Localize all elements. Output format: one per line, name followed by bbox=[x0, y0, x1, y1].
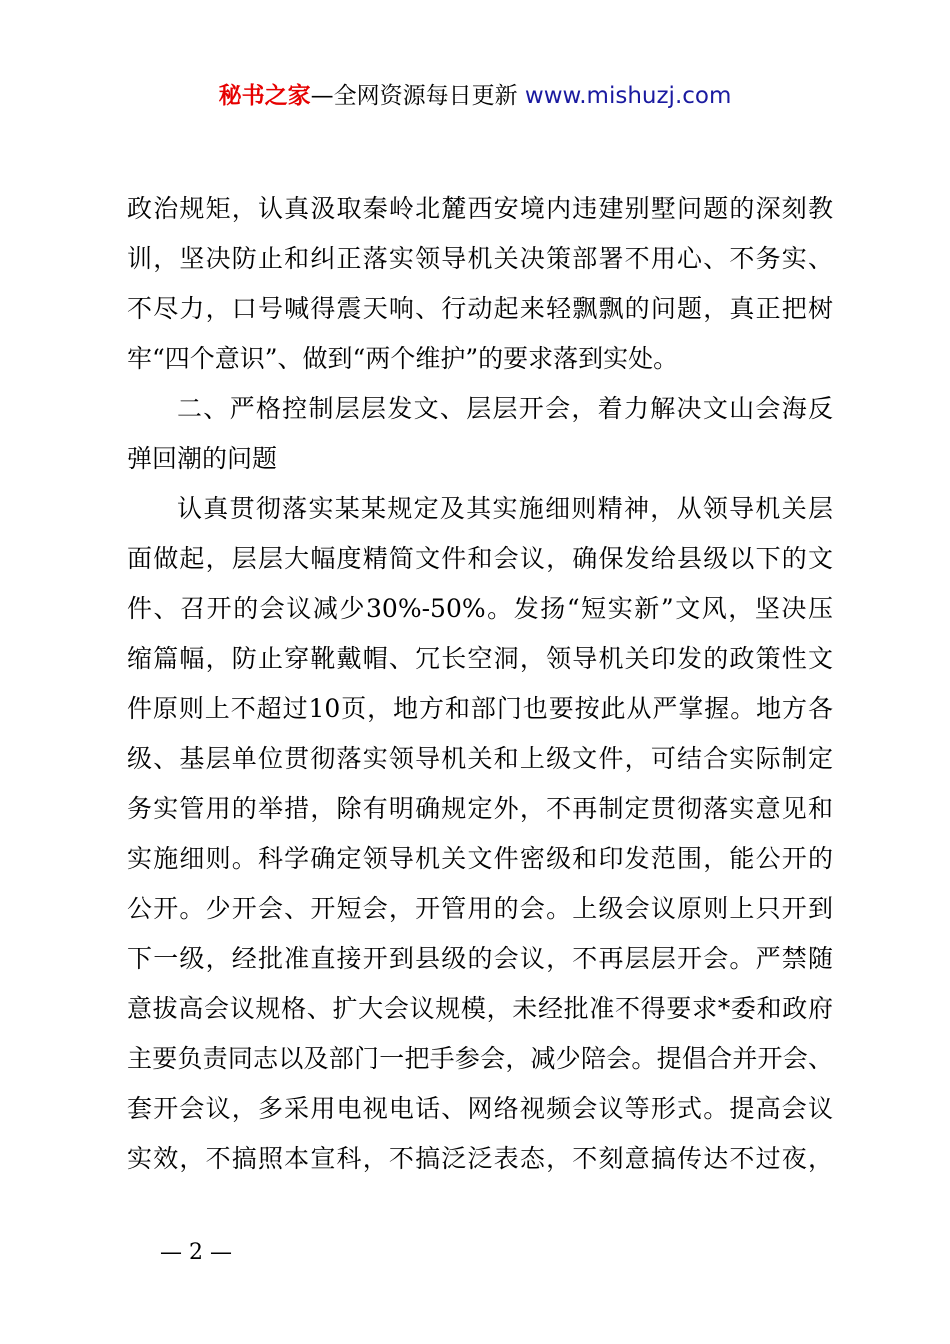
text-line: 务实管用的举措，除有明确规定外，不再制定贯彻落实意见和 bbox=[127, 794, 833, 823]
section-heading-line: 二、严格控制层层发文、层层开会，着力解决文山会海反 bbox=[177, 394, 833, 423]
text-line: 缩篇幅，防止穿靴戴帽、冗长空洞，领导机关印发的政策性文 bbox=[127, 644, 833, 673]
text-line: 主要负责同志以及部门一把手参会，减少陪会。提倡合并开会、 bbox=[127, 1044, 833, 1073]
text-line: 件原则上不超过10页，地方和部门也要按此从严掌握。地方各 bbox=[127, 694, 833, 723]
text-line: 下一级，经批准直接开到县级的会议，不再层层开会。严禁随 bbox=[127, 944, 833, 973]
header-site-link[interactable]: www.mishuzj.com bbox=[524, 83, 732, 109]
section-heading-line: 弹回潮的问题 bbox=[127, 444, 278, 473]
text-line: 件、召开的会议减少30%-50%。发扬“短实新”文风，坚决压 bbox=[127, 594, 833, 623]
text-line: 实效，不搞照本宣科，不搞泛泛表态，不刻意搞传达不过夜， bbox=[127, 1144, 833, 1173]
text-line: 不尽力，口号喊得震天响、行动起来轻飘飘的问题，真正把树 bbox=[127, 294, 833, 323]
header-brand: 秘书之家 bbox=[218, 83, 311, 109]
text-line: 政治规矩，认真汲取秦岭北麓西安境内违建别墅问题的深刻教 bbox=[127, 194, 833, 223]
document-body bbox=[127, 184, 833, 1184]
text-line: 训，坚决防止和纠正落实领导机关决策部署不用心、不务实、 bbox=[127, 244, 833, 273]
text-line: 面做起，层层大幅度精简文件和会议，确保发给县级以下的文 bbox=[127, 544, 833, 573]
header-tagline: —全网资源每日更新 bbox=[310, 83, 518, 109]
text-line: 套开会议，多采用电视电话、网络视频会议等形式。提高会议 bbox=[127, 1094, 833, 1123]
text-line: 公开。少开会、开短会，开管用的会。上级会议原则上只开到 bbox=[127, 894, 833, 923]
text-line: 牢“四个意识”、做到“两个维护”的要求落到实处。 bbox=[127, 344, 679, 373]
page-number: — 2 — bbox=[160, 1240, 232, 1265]
text-line: 认真贯彻落实某某规定及其实施细则精神，从领导机关层 bbox=[177, 494, 833, 523]
document-header bbox=[0, 78, 950, 114]
text-line: 意拔高会议规格、扩大会议规模，未经批准不得要求*委和政府 bbox=[127, 994, 833, 1023]
text-line: 级、基层单位贯彻落实领导机关和上级文件，可结合实际制定 bbox=[127, 744, 833, 773]
text-line: 实施细则。科学确定领导机关文件密级和印发范围，能公开的 bbox=[127, 844, 833, 873]
